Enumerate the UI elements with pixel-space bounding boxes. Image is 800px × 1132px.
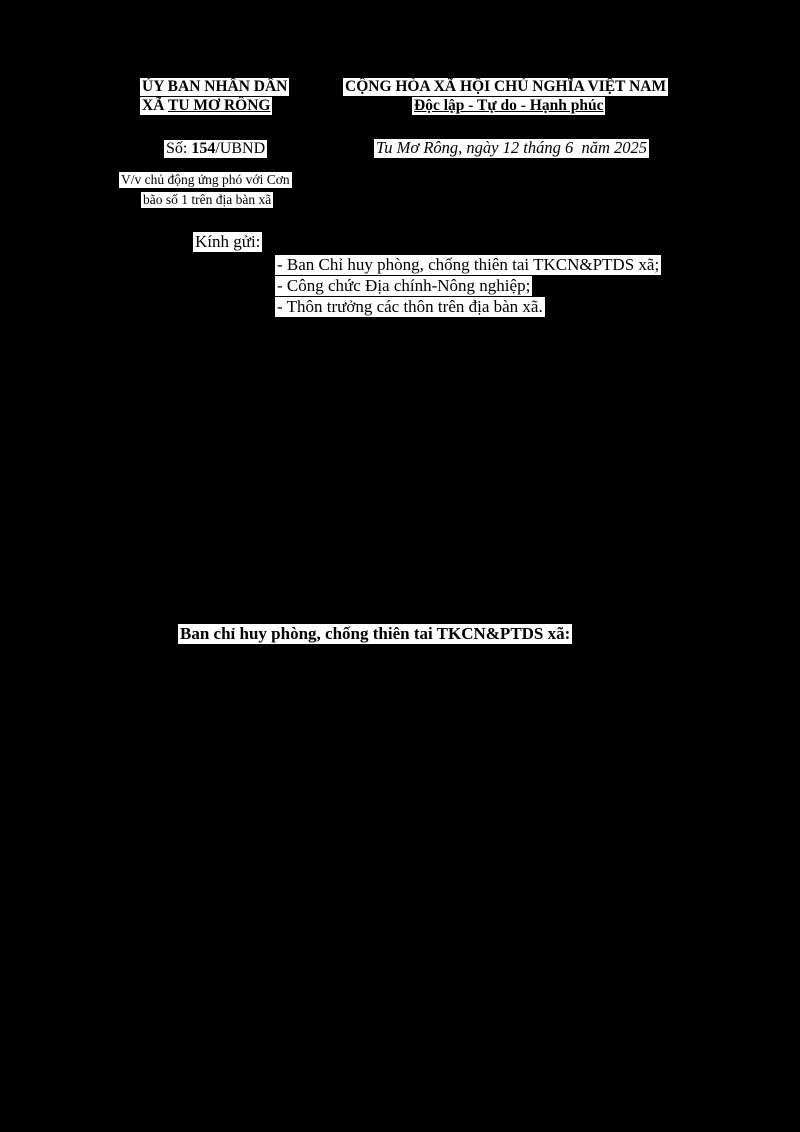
salutation: Kính gửi: xyxy=(195,232,261,251)
place-date-day: 12 xyxy=(502,138,520,157)
place-date-month-label: tháng xyxy=(519,138,565,157)
place-date xyxy=(374,139,649,158)
recipient-item: - Ban Chỉ huy phòng, chống thiên tai TKCN&PTDS xã; xyxy=(277,255,660,274)
national-title: CỘNG HÒA XÃ HỘI CHỦ NGHĨA VIỆT NAM xyxy=(345,78,667,95)
document-number-value: 154 xyxy=(191,140,216,157)
recipient-item: - Thôn trưởng các thôn trên địa bàn xã. xyxy=(277,297,543,316)
organization-name-line1: ỦY BAN NHÂN DÂN xyxy=(142,78,288,95)
place-date-year-label: năm xyxy=(573,138,614,157)
document-subject-line2: bão số 1 trên địa bàn xã xyxy=(143,192,272,207)
recipient-item: - Công chức Địa chính-Nông nghiệp; xyxy=(277,276,531,295)
place-date-year: 2025 xyxy=(614,138,647,157)
place-date-month: 6 xyxy=(564,138,574,157)
document-number-prefix: Số: xyxy=(166,140,192,157)
organization-commune-name: TU MƠ RÔNG xyxy=(167,97,271,114)
document-number-suffix: /UBND xyxy=(215,140,266,157)
organization-name-line2 xyxy=(140,97,272,115)
organization-prefix: XÃ xyxy=(142,97,168,114)
place-date-place: Tu Mơ Rông, ngày xyxy=(376,138,503,157)
national-motto: Độc lập - Tự do - Hạnh phúc xyxy=(414,97,604,114)
document-subject-line1: V/v chủ động ứng phó với Cơn xyxy=(121,172,290,187)
body-heading: Ban chỉ huy phòng, chống thiên tai TKCN&PTDS xã: xyxy=(180,624,571,643)
document-number xyxy=(164,140,267,158)
